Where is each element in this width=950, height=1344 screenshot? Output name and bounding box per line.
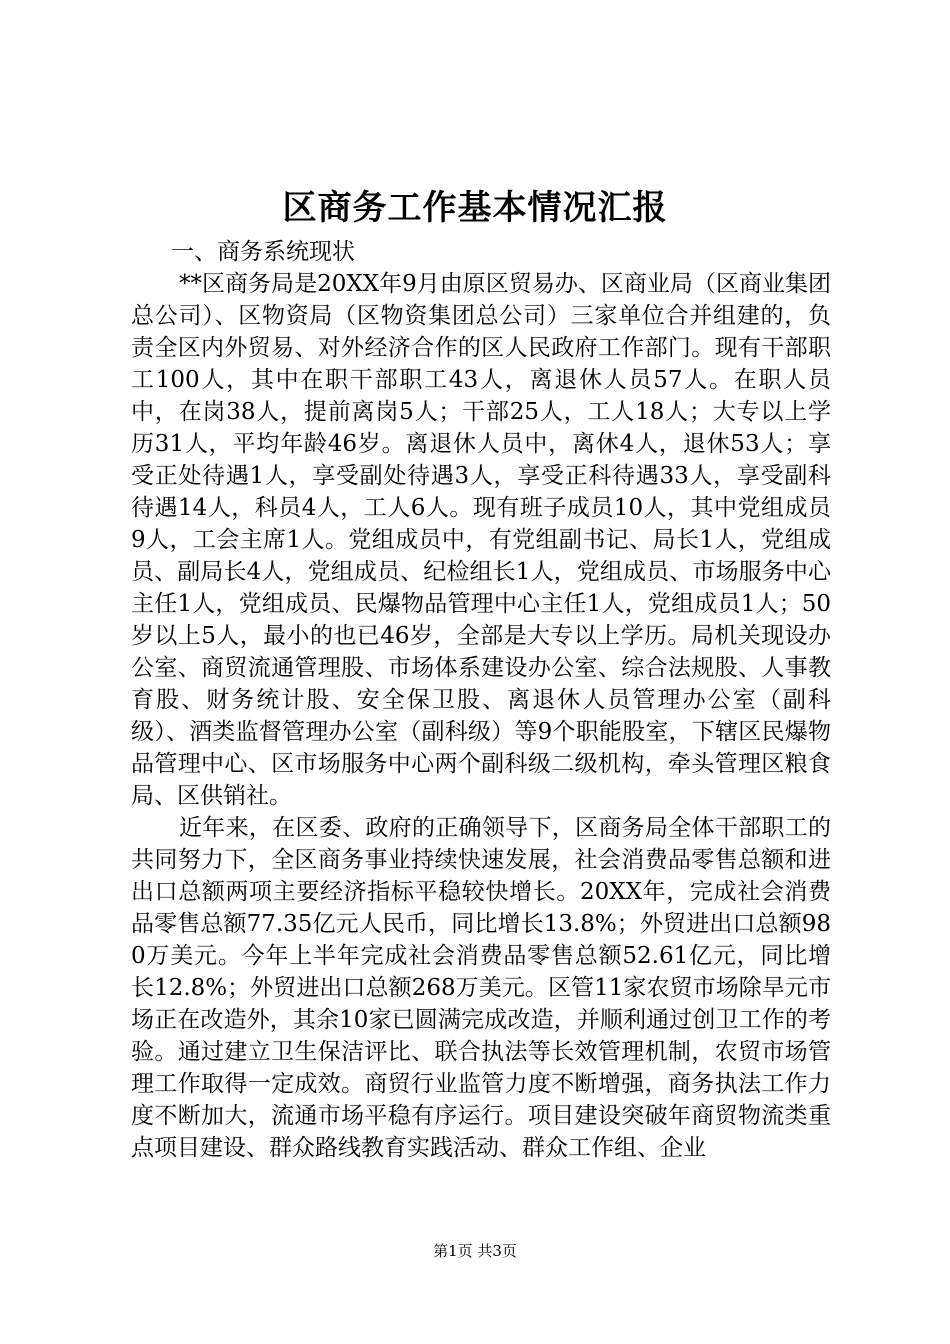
document-body [131, 236, 831, 1164]
paragraph-2: 近年来，在区委、政府的正确领导下，区商务局全体干部职工的共同努力下，全区商务事业持续快速发展，社会消费品零售总额和进出口总额两项主要经济指标平稳较快增长。20XX年，完成社会消费品零售总额77.35亿元人民币，同比增长13.8%；外贸进出口总额980万美元。今年上半年完成社会消费品零售总额52.61亿元，同比增长12.8%；外贸进出口总额268万美元。区管11家农贸市场除旱元市场正在改造外，其余10家已圆满完成改造，并顺利通过创卫工作的考验。通过建立卫生保洁评比、联合执法等长效管理机制，农贸市场管理工作取得一定成效。商贸行业监管力度不断增强，商务执法工作力度不断加大，流通市场平稳有序运行。项目建设突破年商贸物流类重点项目建设、群众路线教育实践活动、群众工作组、企业 [131, 815, 831, 1161]
section-heading: 一、商务系统现状 [171, 239, 355, 265]
paragraph-1: **区商务局是20XX年9月由原区贸易办、区商业局（区商业集团总公司）、区物资局（区物资集团总公司）三家单位合并组建的，负责全区内外贸易、对外经济合作的区人民政府工作部门。现有干部职工100人，其中在职干部职工43人，离退休人员57人。在职人员中，在岗38人，提前离岗5人；干部25人，工人18人；大专以上学历31人，平均年龄46岁。离退休人员中，离休4人，退休53人；享受正处待遇1人，享受副处待遇3人，享受正科待遇33人，享受副科待遇14人，科员4人，工人6人。现有班子成员10人，其中党组成员9人，工会主席1人。党组成员中，有党组副书记、局长1人，党组成员、副局长4人，党组成员、纪检组长1人，党组成员、市场服务中心主任1人，党组成员、民爆物品管理中心主任1人，党组成员1人；50岁以上5人，最小的也已46岁，全部是大专以上学历。局机关现设办公室、商贸流通管理股、市场体系建设办公室、综合法规股、人事教育股、财务统计股、安全保卫股、离退休人员管理办公室（副科级）、酒类监督管理办公室（副科级）等9个职能股室，下辖区民爆物品管理中心、区市场服务中心两个副科级二级机构，牵头管理区粮食局、区供销社。 [131, 271, 831, 809]
document-title: 区商务工作基本情况汇报 [282, 188, 668, 228]
page-footer: 第1页 共3页 [433, 1242, 517, 1260]
